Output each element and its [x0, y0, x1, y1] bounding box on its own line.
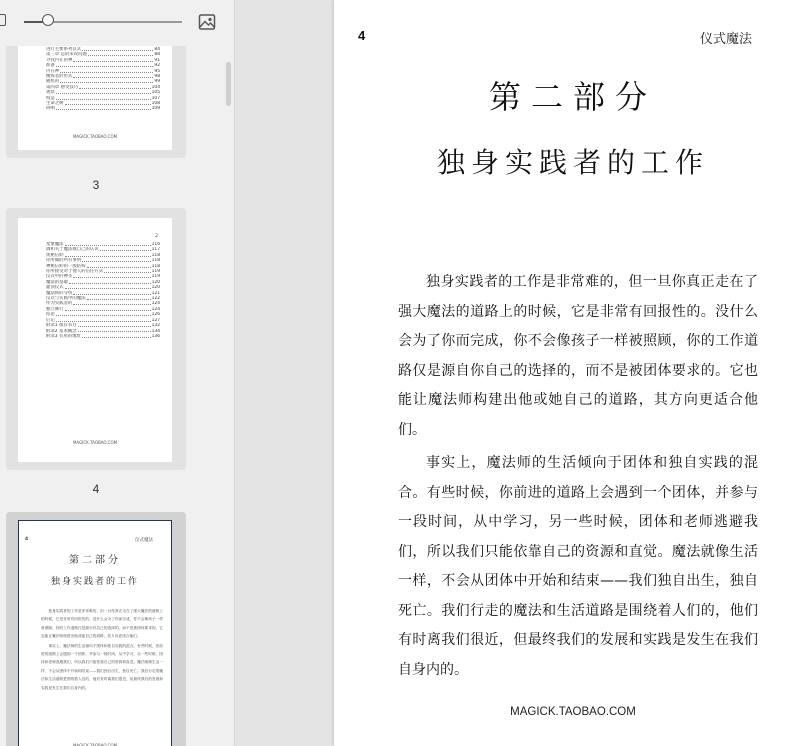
toc-title: 第四章 感受技巧 — [46, 84, 79, 90]
toc-leader — [73, 291, 150, 295]
toc-title: 星象魔法 — [46, 242, 64, 247]
toc-leader — [73, 58, 153, 62]
toc-title: 结论 — [46, 312, 55, 318]
toc-title: 精炼者的形式 — [46, 74, 73, 80]
toc-leader — [73, 74, 153, 78]
toc-leader — [82, 334, 151, 338]
sidebar-toolbar — [0, 0, 234, 46]
part-subtitle: 独身实践者的工作 — [436, 146, 709, 179]
toc-page: 104 — [151, 84, 160, 90]
thumbnail-paragraph: 事实上，魔法师的生活倾向于团体和独自实践的混合。有些时候，你前进的道路上会遇到一个团体，并参与一段时间，从中学习，另一些时候，团体和老师逃避我们，所以我们只能依靠自己的资源和直觉。魔法就像生活一样，不会从团体中开始和结束——我们独自出生，独自死亡。我们行走的魔法和生活道路是围绕着人们的，他们有时离我们很近，但最终我们的发展和实践是发生在我们自身内的。 — [41, 643, 163, 690]
thumbnail-scrollbar[interactable] — [226, 62, 231, 106]
thumbnail-page-label: 3 — [92, 178, 100, 192]
toc-leader — [78, 329, 151, 333]
toc-title: 你所接受对于他人的信任方式 — [46, 269, 104, 275]
thumbnail-toc — [18, 242, 172, 339]
toc-title: 独立修行 — [46, 306, 64, 312]
toc-page: 107 — [151, 95, 160, 101]
page-number: 4 — [358, 28, 366, 43]
toc-page: 109 — [151, 106, 160, 112]
toc-leader — [56, 63, 154, 67]
toc-leader — [79, 85, 150, 89]
thumbnail-paragraph: 独身实践者的工作是非常难的，但一旦你真正走在了强大魔法的道路上的时候，它是非常有回报性的。没什么会为了你而完成，你不会像孩子一样被照顾，你的工作道路仅是源自你自己的选择的，而不是被团体要求的。它也能让魔法师构建出他或她自己的道路，其方向更适合他们。 — [41, 609, 163, 639]
document-page — [334, 0, 812, 746]
toc-page: 134 — [151, 328, 160, 334]
toc-title: 魔法的基础 — [46, 279, 68, 285]
toc-title: 神秘信仰的一般结构 — [46, 263, 86, 269]
toc-page: 127 — [151, 317, 160, 323]
toc-page: 136 — [151, 333, 160, 339]
toc-leader — [82, 258, 150, 262]
body-text — [398, 268, 758, 689]
zoom-slider-handle[interactable] — [42, 14, 54, 26]
toc-leader — [82, 47, 153, 51]
toc-leader — [60, 79, 153, 83]
toc-title: 观察 — [46, 90, 55, 96]
toc-leader — [87, 264, 151, 268]
toc-leader — [78, 323, 151, 327]
toc-title: 内在神 — [46, 68, 60, 74]
toc-page: 122 — [151, 296, 160, 302]
toc-leader — [65, 101, 151, 105]
toc-title: 生命之树 — [46, 101, 64, 107]
toc-page: 120 — [151, 279, 160, 285]
toc-leader — [73, 274, 150, 278]
running-head: 仪式魔法 — [699, 32, 752, 47]
toc-title: 奥秘信仰 — [46, 252, 64, 258]
toc-title: 调和关于魔法或自己的认识 — [46, 247, 99, 253]
toc-leader — [73, 301, 150, 305]
toc-page: 84 — [154, 47, 160, 52]
large-thumbnail-icon[interactable] — [198, 13, 216, 31]
toc-page: 117 — [151, 247, 160, 253]
toc-leader — [65, 307, 151, 311]
part-title: 第二部分 — [488, 78, 657, 116]
thumbnail-footer: MAGICK.TAOBAO.COM — [72, 440, 118, 445]
small-thumbnail-icon[interactable] — [0, 14, 6, 26]
toc-leader — [65, 253, 151, 257]
toc-title: 灌顶仪式 — [46, 285, 64, 291]
toc-title: 寻找内在的神 — [46, 57, 73, 63]
thumbnail-sidebar — [0, 0, 235, 746]
toc-page: 124 — [151, 306, 160, 312]
toc-leader — [69, 280, 151, 284]
body-paragraph: 事实上，魔法师的生活倾向于团体和独自实践的混合。有些时候，你前进的道路上会遇到一个团体，并参与一段时间，从中学习，另一些时候，团体和老师逃避我们，所以我们只能依靠自己的资源和直觉。魔法就像生活一样，不会从团体中开始和结束——我们独自出生，独自死亡。我们行走的魔法和生活道路是围绕着人们的，他们有时离我们很近，但最终我们的发展和实践是发生在我们自身内的。 — [398, 455, 758, 678]
thumbnail-page-label: 4 — [92, 482, 100, 496]
toc-page: 99 — [154, 79, 160, 85]
toc-page: 118 — [151, 263, 160, 269]
toc-page: 88 — [154, 52, 160, 58]
toc-page: 119 — [151, 274, 160, 280]
toc-page: 92 — [154, 63, 160, 69]
toc-leader — [56, 96, 151, 100]
toc-title: 魔法师的寻找 — [46, 290, 73, 296]
toc-page: 105 — [151, 90, 160, 96]
toc-leader — [56, 318, 151, 322]
thumbnail-page-number: 4 — [25, 537, 29, 542]
thumbnail-corner-number: 2 — [155, 234, 158, 239]
toc-title: 仪式中的神圣 — [46, 274, 73, 280]
toc-leader — [104, 269, 151, 273]
toc-leader — [87, 296, 151, 300]
toc-page: 120 — [151, 285, 160, 291]
toc-leader — [65, 285, 151, 289]
toc-title: 准备 — [46, 63, 55, 69]
toc-title: 第三章 总的来说问题 — [46, 52, 87, 58]
toc-page: 132 — [151, 323, 160, 329]
toc-title: 你所做的所有事情 — [46, 258, 82, 264]
thumbnail-current-page[interactable] — [6, 512, 186, 746]
toc-leader — [56, 90, 151, 94]
thumbnail-footer: MAGICK.TAOBAO.COM — [72, 743, 118, 746]
toc-page: 121 — [151, 290, 160, 296]
toc-page: 108 — [151, 101, 160, 107]
thumbnail-body — [41, 607, 163, 692]
thumbnail-part-title: 第二部分 — [69, 555, 121, 566]
thumbnail-page-4-preview — [18, 218, 172, 462]
toc-title: 随机的 — [46, 79, 60, 85]
toc-title: 附录3 有用的地址 — [46, 333, 81, 339]
toc-title: 附录2 基本概念 — [46, 328, 77, 334]
body-paragraph: 独身实践者的工作是非常难的，但一旦你真正走在了强大魔法的道路上的时候，它是非常有回报性的。没什么会为了你而完成，你不会像孩子一样被照顾，你的工作道路仅是源自你自己的选择的，而不是被团体要求的。它也能让魔法师构建出他或她自己的道路，其方向更适合他们。 — [398, 274, 758, 438]
toc-page: 126 — [151, 312, 160, 318]
thumbnail-current-page-preview — [18, 520, 172, 746]
page-footer: MAGICK.TAOBAO.COM — [510, 706, 636, 718]
thumbnail-toc-row — [46, 106, 160, 111]
thumbnail-part-subtitle: 独身实践者的工作 — [50, 577, 139, 587]
thumbnail-toc-row — [46, 334, 160, 339]
thumbnail-running-head: 仪式魔法 — [135, 538, 153, 543]
toc-leader — [65, 242, 151, 246]
toc-title: 回响 — [46, 106, 55, 112]
toc-page: 119 — [151, 269, 160, 275]
toc-page: 118 — [151, 252, 160, 258]
thumbnail-page-4[interactable] — [6, 208, 186, 470]
toc-leader — [60, 69, 153, 73]
toc-page: 118 — [151, 258, 160, 264]
toc-title: 后记 — [46, 317, 55, 323]
toc-title: 仪式与实践中的魔法 — [46, 296, 86, 302]
toc-title: 作为实践者的 — [46, 301, 73, 307]
toc-page: 98 — [154, 74, 160, 80]
toc-title: 附录1 推荐书目 — [46, 323, 77, 329]
toc-page: 116 — [151, 242, 160, 247]
toc-page: 124 — [151, 301, 160, 307]
toc-leader — [100, 247, 151, 251]
thumbnail-toc — [18, 47, 172, 112]
toc-leader — [56, 106, 151, 110]
toc-page: 91 — [154, 57, 160, 63]
toc-leader — [88, 52, 153, 56]
toc-title: 构造 — [46, 95, 55, 101]
toc-title: 进行主要系列仪式 — [46, 47, 82, 52]
thumbnail-footer: MAGICK.TAOBAO.COM — [72, 134, 118, 139]
toc-leader — [56, 312, 151, 316]
toc-page: 95 — [154, 68, 160, 74]
